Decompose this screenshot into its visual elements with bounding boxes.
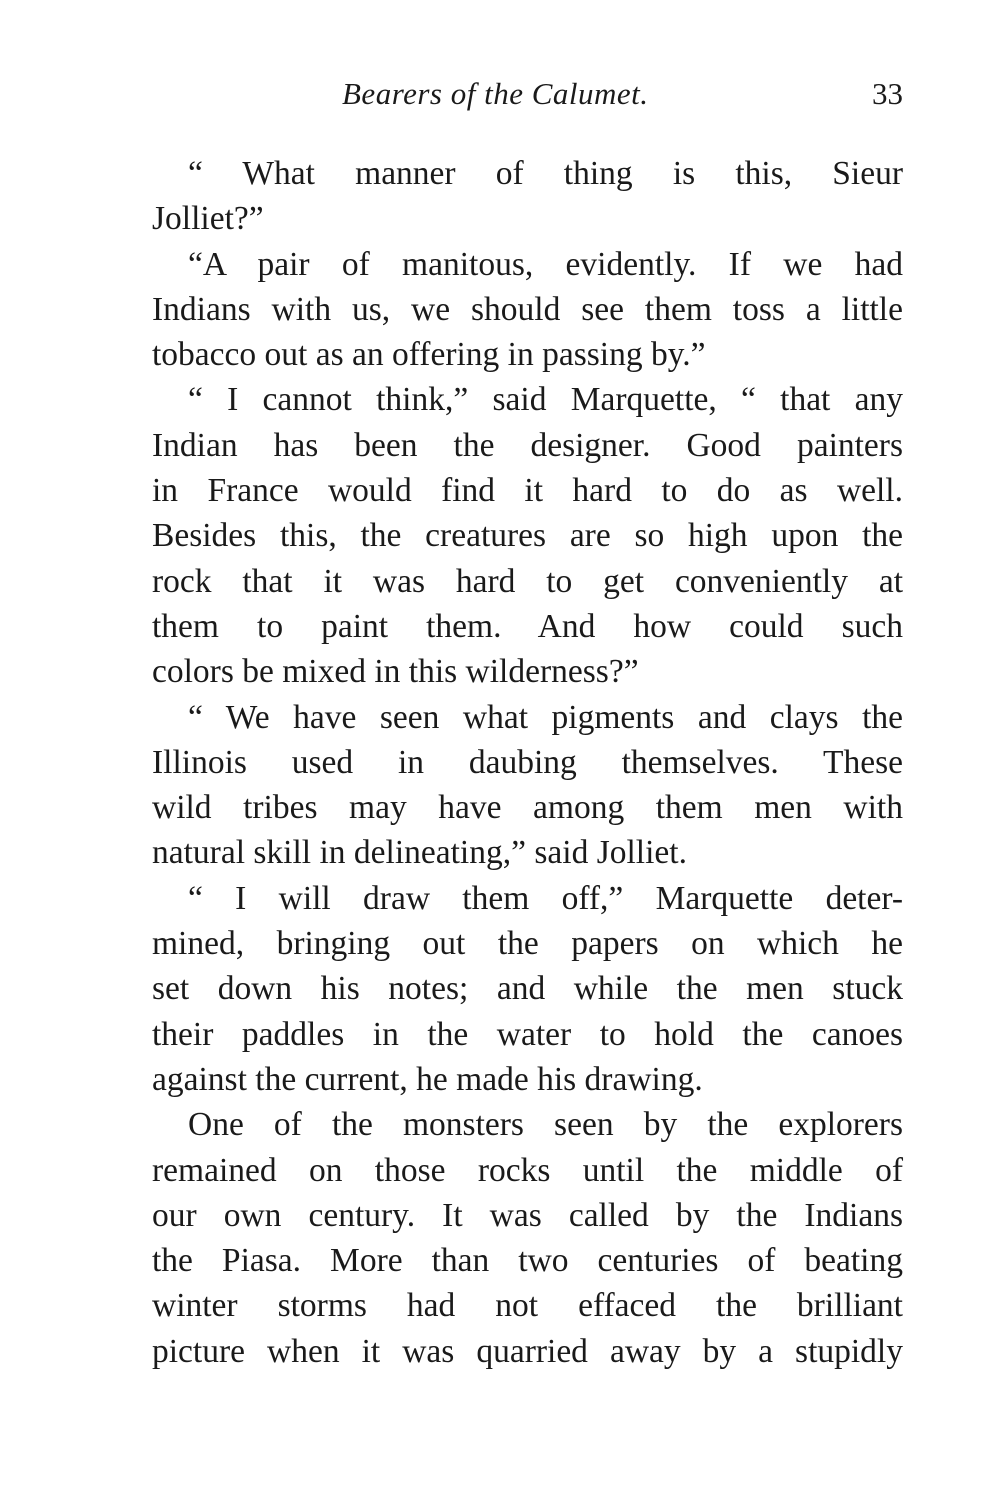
text-line: Indian has been the designer. Good painters bbox=[152, 426, 903, 464]
paragraph bbox=[152, 695, 903, 876]
paragraph bbox=[152, 242, 903, 378]
text-line: the Piasa. More than two centuries of beating bbox=[152, 1242, 903, 1280]
text-line: in France would find it hard to do as well. bbox=[152, 472, 903, 510]
text-line: Indians with us, we should see them toss a little bbox=[152, 290, 903, 328]
page-number: 33 bbox=[872, 76, 903, 111]
text-line: our own century. It was called by the Indians bbox=[152, 1196, 903, 1234]
text-line: rock that it was hard to get conveniently at bbox=[152, 562, 903, 600]
text-line: picture when it was quarried away by a stupidly bbox=[152, 1332, 903, 1370]
text-line: winter storms had not effaced the brilliant bbox=[152, 1287, 903, 1325]
text-line: “ I cannot think,” said Marquette, “ that any bbox=[188, 381, 903, 419]
text-line: wild tribes may have among them men with bbox=[152, 789, 903, 827]
paragraph bbox=[152, 876, 903, 1102]
text-line: One of the monsters seen by the explorers bbox=[188, 1106, 903, 1144]
text-line: set down his notes; and while the men stuck bbox=[152, 970, 903, 1008]
text-line: “ What manner of thing is this, Sieur bbox=[188, 155, 903, 192]
text-line: “A pair of manitous, evidently. If we had bbox=[188, 245, 903, 283]
paragraph bbox=[152, 1102, 903, 1374]
text-line: against the current, he made his drawing. bbox=[152, 1060, 703, 1098]
text-line: Besides this, the creatures are so high upon the bbox=[152, 517, 903, 555]
text-line: “ I will draw them off,” Marquette deter- bbox=[188, 879, 903, 917]
text-line: their paddles in the water to hold the canoes bbox=[152, 1015, 903, 1053]
text-line: “ We have seen what pigments and clays the bbox=[188, 698, 903, 736]
running-title: Bearers of the Calumet. bbox=[342, 76, 649, 111]
text-line: them to paint them. And how could such bbox=[152, 607, 903, 645]
page-body bbox=[152, 151, 903, 1374]
paragraph bbox=[152, 151, 903, 242]
text-line: Jolliet?” bbox=[152, 200, 264, 238]
text-line: tobacco out as an offering in passing by.” bbox=[152, 336, 706, 374]
page-header bbox=[152, 76, 903, 116]
text-line: natural skill in delineating,” said Jolliet. bbox=[152, 834, 687, 872]
text-line: Illinois used in daubing themselves. These bbox=[152, 743, 903, 781]
paragraph bbox=[152, 377, 903, 694]
text-line: mined, bringing out the papers on which he bbox=[152, 925, 903, 963]
text-line: colors be mixed in this wilderness?” bbox=[152, 653, 639, 691]
text-line: remained on those rocks until the middle of bbox=[152, 1151, 903, 1189]
